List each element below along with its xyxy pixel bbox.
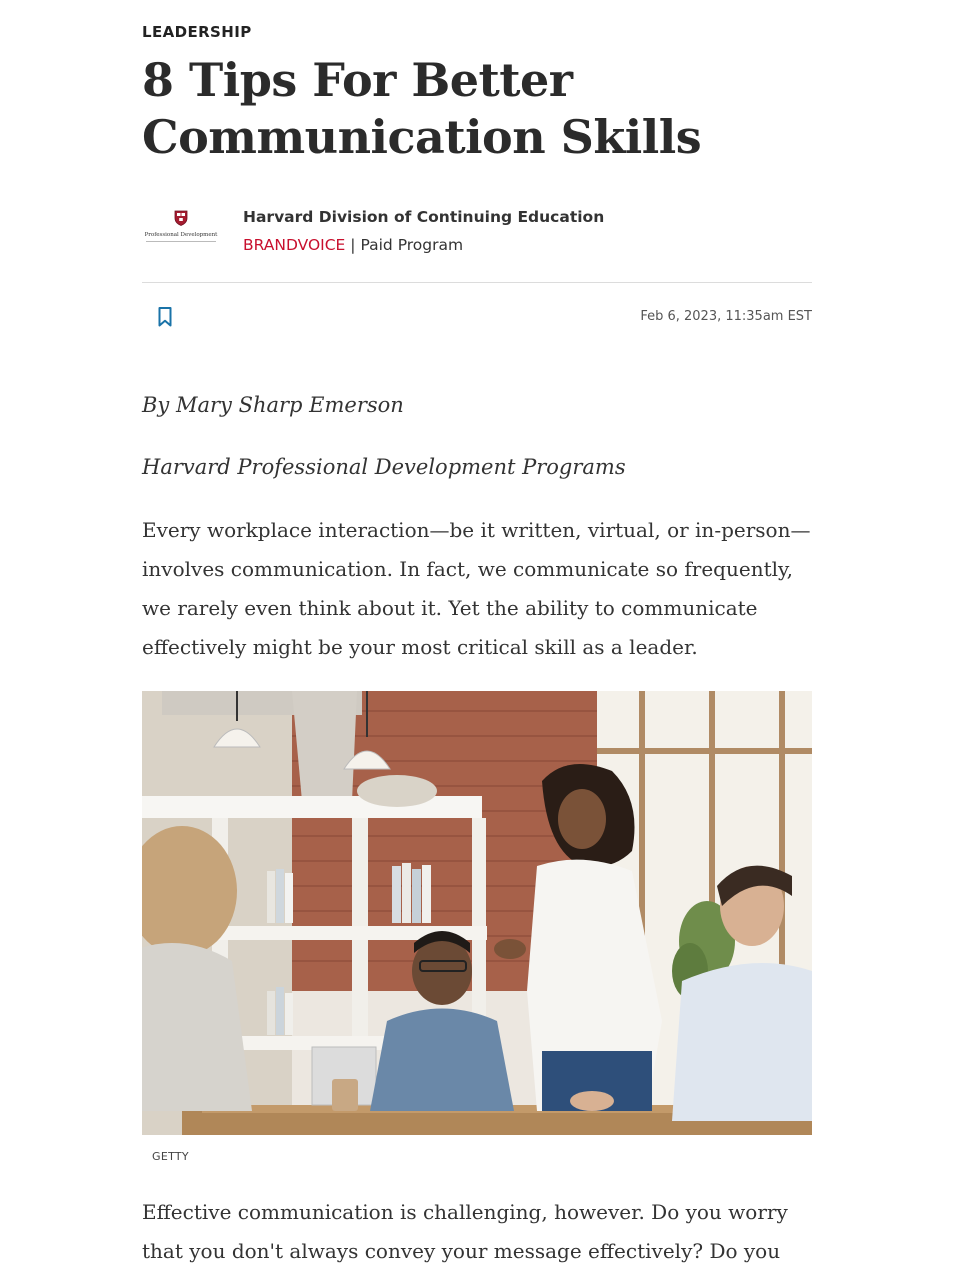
byline: By Mary Sharp Emerson [142, 393, 404, 417]
paid-program-label: Paid Program [360, 236, 464, 254]
article-title: 8 Tips For Better Communication Skills [142, 53, 702, 164]
header-divider [142, 282, 812, 283]
brandvoice-label[interactable]: BRANDVOICE [243, 236, 346, 254]
author-affiliation: Harvard Professional Development Programs [142, 455, 626, 479]
office-meeting-illustration [142, 691, 812, 1135]
harvard-shield-icon [174, 210, 188, 226]
brand-separator: | [350, 236, 356, 254]
article-paragraph: Effective communication is challenging, however. Do you worry that you don't always convey your message effectively? Do you [142, 1200, 788, 1263]
article-paragraph: Every workplace interaction—be it written, virtual, or in-person—involves communication. In fact, we communicate so frequently, we rarely even think about it. Yet the ability to communicate effectively might be your most critical skill as a leader. [142, 518, 811, 659]
author-row [142, 200, 812, 270]
logo-rule [146, 241, 216, 242]
bookmark-icon[interactable] [156, 306, 174, 328]
author-name[interactable]: Harvard Division of Continuing Education [243, 208, 605, 226]
article-photo [142, 691, 812, 1135]
logo-text: Professional Development [144, 232, 218, 238]
section-kicker[interactable]: LEADERSHIP [142, 23, 252, 41]
brand-line [243, 236, 463, 254]
publish-date: Feb 6, 2023, 11:35am EST [640, 309, 812, 324]
image-caption: GETTY [152, 1150, 189, 1163]
author-logo[interactable] [142, 208, 220, 252]
